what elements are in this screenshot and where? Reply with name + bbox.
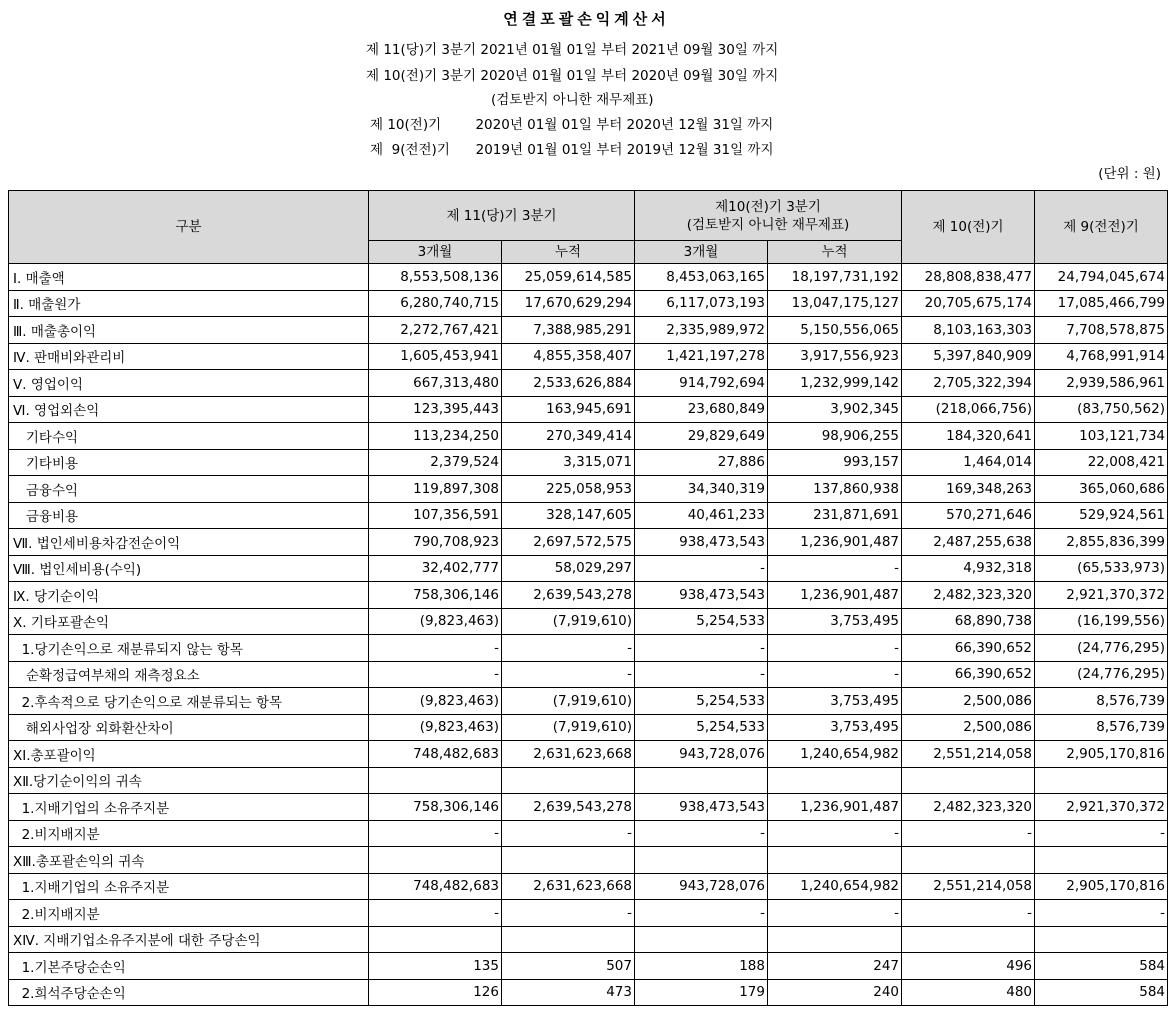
- row-label: ⅩⅢ.총포괄손익의 귀속: [9, 847, 369, 874]
- row-value: 2,631,623,668: [502, 741, 635, 768]
- row-value: 1,236,901,487: [768, 529, 902, 556]
- row-value: 24,794,045,674: [1035, 264, 1168, 291]
- row-value: 938,473,543: [635, 582, 768, 609]
- row-value: 123,395,443: [369, 396, 502, 423]
- row-value: 8,576,739: [1035, 688, 1168, 715]
- row-value: -: [768, 820, 902, 847]
- header-prior-q3-line1: 제10(전)기 3분기: [715, 198, 821, 215]
- period-line-prior-year: 제 10(전)기 2020년 01월 01일 부터 2020년 12월 31일 까지: [370, 117, 774, 133]
- row-label: 2.후속적으로 당기손익으로 재분류되는 항목: [9, 688, 369, 715]
- row-value: 40,461,233: [635, 502, 768, 529]
- row-value: 98,906,255: [768, 423, 902, 450]
- row-label: Ⅹ. 기타포괄손익: [9, 608, 369, 635]
- row-value: 3,753,495: [768, 688, 902, 715]
- row-label: Ⅴ. 영업이익: [9, 370, 369, 397]
- row-value: -: [635, 635, 768, 662]
- row-label: 기타수익: [9, 423, 369, 450]
- row-value: (65,533,973): [1035, 555, 1168, 582]
- row-value: 7,708,578,875: [1035, 317, 1168, 344]
- row-value: -: [369, 900, 502, 927]
- row-value: 1,236,901,487: [768, 794, 902, 821]
- row-value: 2,639,543,278: [502, 582, 635, 609]
- row-value: 1,240,654,982: [768, 741, 902, 768]
- row-value: 179: [635, 979, 768, 1006]
- row-label: 1.기본주당순손익: [9, 953, 369, 980]
- row-value: 119,897,308: [369, 476, 502, 503]
- row-value: [369, 847, 502, 874]
- table-body: [9, 264, 1168, 1006]
- row-value: 3,902,345: [768, 396, 902, 423]
- row-label: ⅩⅣ. 지배기업소유주지분에 대한 주당손익: [9, 926, 369, 953]
- row-value: 4,768,991,914: [1035, 343, 1168, 370]
- row-value: 2,482,323,320: [902, 794, 1035, 821]
- row-value: (7,919,610): [502, 688, 635, 715]
- row-label: Ⅶ. 법인세비용차감전순이익: [9, 529, 369, 556]
- row-value: 3,315,071: [502, 449, 635, 476]
- table-row: [9, 820, 1168, 847]
- row-value: 2,551,214,058: [902, 741, 1035, 768]
- row-value: 29,829,649: [635, 423, 768, 450]
- table-row: [9, 396, 1168, 423]
- row-value: 3,753,495: [768, 714, 902, 741]
- row-value: 32,402,777: [369, 555, 502, 582]
- row-value: 758,306,146: [369, 582, 502, 609]
- header-prior-q3-line2: (검토받지 아니한 재무제표): [686, 216, 850, 233]
- row-value: -: [768, 555, 902, 582]
- table-row: [9, 317, 1168, 344]
- row-value: -: [902, 900, 1035, 927]
- period-line-prior-q3: 제 10(전)기 3분기 2020년 01월 01일 부터 2020년 09월 30일 까지: [366, 68, 779, 84]
- row-value: (16,199,556): [1035, 608, 1168, 635]
- row-value: -: [902, 820, 1035, 847]
- row-value: [1035, 847, 1168, 874]
- table-row: [9, 529, 1168, 556]
- row-label: 1.지배기업의 소유주지분: [9, 873, 369, 900]
- row-value: (83,750,562): [1035, 396, 1168, 423]
- row-value: 3,753,495: [768, 608, 902, 635]
- row-value: 2,500,086: [902, 688, 1035, 715]
- row-value: 2,921,370,372: [1035, 582, 1168, 609]
- table-row: [9, 502, 1168, 529]
- row-value: 5,254,533: [635, 608, 768, 635]
- row-value: 4,855,358,407: [502, 343, 635, 370]
- row-value: 20,705,675,174: [902, 290, 1035, 317]
- row-value: 184,320,641: [902, 423, 1035, 450]
- row-value: 1,605,453,941: [369, 343, 502, 370]
- header-prior-3m: 3개월: [635, 241, 768, 264]
- row-value: 3,917,556,923: [768, 343, 902, 370]
- row-value: 2,631,623,668: [502, 873, 635, 900]
- row-label: Ⅸ. 당기순이익: [9, 582, 369, 609]
- row-value: 748,482,683: [369, 741, 502, 768]
- row-value: 4,932,318: [902, 555, 1035, 582]
- row-value: 943,728,076: [635, 741, 768, 768]
- row-label: 2.비지배지분: [9, 900, 369, 927]
- row-value: 2,639,543,278: [502, 794, 635, 821]
- header-current-q3: 제 11(당)기 3분기: [369, 191, 635, 241]
- row-label: Ⅷ. 법인세비용(수익): [9, 555, 369, 582]
- row-value: 8,103,163,303: [902, 317, 1035, 344]
- row-value: 2,855,836,399: [1035, 529, 1168, 556]
- row-label: Ⅲ. 매출총이익: [9, 317, 369, 344]
- row-value: 2,905,170,816: [1035, 873, 1168, 900]
- row-value: [502, 767, 635, 794]
- row-value: 126: [369, 979, 502, 1006]
- row-value: (9,823,463): [369, 608, 502, 635]
- row-value: 23,680,849: [635, 396, 768, 423]
- row-value: -: [1035, 820, 1168, 847]
- row-value: 5,150,556,065: [768, 317, 902, 344]
- row-value: 993,157: [768, 449, 902, 476]
- row-value: [369, 926, 502, 953]
- row-value: 2,705,322,394: [902, 370, 1035, 397]
- row-value: -: [502, 820, 635, 847]
- row-value: 8,553,508,136: [369, 264, 502, 291]
- table-row: [9, 847, 1168, 874]
- row-label: 기타비용: [9, 449, 369, 476]
- review-note: (검토받지 아니한 재무제표): [491, 92, 654, 108]
- row-label: 금융비용: [9, 502, 369, 529]
- table-row: [9, 264, 1168, 291]
- row-label: 1.당기손익으로 재분류되지 않는 항목: [9, 635, 369, 662]
- row-value: -: [635, 820, 768, 847]
- row-value: 113,234,250: [369, 423, 502, 450]
- row-value: 1,236,901,487: [768, 582, 902, 609]
- row-value: 2,905,170,816: [1035, 741, 1168, 768]
- row-value: 2,272,767,421: [369, 317, 502, 344]
- row-value: 584: [1035, 979, 1168, 1006]
- row-value: 529,924,561: [1035, 502, 1168, 529]
- table-row: [9, 555, 1168, 582]
- row-value: (9,823,463): [369, 714, 502, 741]
- row-label: Ⅰ. 매출액: [9, 264, 369, 291]
- row-value: 758,306,146: [369, 794, 502, 821]
- row-value: 328,147,605: [502, 502, 635, 529]
- row-value: -: [635, 900, 768, 927]
- row-value: 107,356,591: [369, 502, 502, 529]
- row-value: 231,871,691: [768, 502, 902, 529]
- header-current-3m: 3개월: [369, 241, 502, 264]
- row-value: [768, 767, 902, 794]
- row-value: (24,776,295): [1035, 635, 1168, 662]
- row-value: [635, 767, 768, 794]
- row-value: 247: [768, 953, 902, 980]
- table-row: [9, 873, 1168, 900]
- row-value: 1,240,654,982: [768, 873, 902, 900]
- row-value: [635, 847, 768, 874]
- row-label: 2.희석주당순손익: [9, 979, 369, 1006]
- row-value: 7,388,985,291: [502, 317, 635, 344]
- row-value: 5,254,533: [635, 688, 768, 715]
- row-label: Ⅱ. 매출원가: [9, 290, 369, 317]
- row-value: (24,776,295): [1035, 661, 1168, 688]
- row-value: 570,271,646: [902, 502, 1035, 529]
- row-value: 6,117,073,193: [635, 290, 768, 317]
- header-prior-q3: [635, 191, 902, 241]
- row-value: [635, 926, 768, 953]
- row-value: 34,340,319: [635, 476, 768, 503]
- row-label: 금융수익: [9, 476, 369, 503]
- row-value: 5,397,840,909: [902, 343, 1035, 370]
- row-value: 1,464,014: [902, 449, 1035, 476]
- row-value: 480: [902, 979, 1035, 1006]
- row-value: 25,059,614,585: [502, 264, 635, 291]
- row-value: [768, 926, 902, 953]
- row-value: 584: [1035, 953, 1168, 980]
- row-value: [369, 767, 502, 794]
- row-value: 2,500,086: [902, 714, 1035, 741]
- row-value: -: [635, 555, 768, 582]
- row-value: -: [768, 661, 902, 688]
- row-value: -: [502, 900, 635, 927]
- unit-label: (단위 : 원): [1098, 166, 1161, 182]
- table-row: [9, 423, 1168, 450]
- period-line-prior2-year: 제 9(전전)기 2019년 01월 01일 부터 2019년 12월 31일 까지: [370, 142, 774, 158]
- row-label: Ⅳ. 판매비와관리비: [9, 343, 369, 370]
- row-value: 938,473,543: [635, 794, 768, 821]
- row-value: 103,121,734: [1035, 423, 1168, 450]
- row-value: 188: [635, 953, 768, 980]
- header-prior2-year: 제 9(전전)기: [1035, 191, 1168, 264]
- row-value: 28,808,838,477: [902, 264, 1035, 291]
- row-value: 18,197,731,192: [768, 264, 902, 291]
- row-value: 135: [369, 953, 502, 980]
- row-value: -: [768, 900, 902, 927]
- row-value: -: [369, 635, 502, 662]
- row-value: 66,390,652: [902, 635, 1035, 662]
- statement-title: 연결포괄손익계산서: [503, 10, 670, 28]
- table-row: [9, 979, 1168, 1006]
- row-value: 8,576,739: [1035, 714, 1168, 741]
- table-row: [9, 661, 1168, 688]
- row-value: (218,066,756): [902, 396, 1035, 423]
- table-row: [9, 794, 1168, 821]
- row-value: [768, 847, 902, 874]
- row-value: 137,860,938: [768, 476, 902, 503]
- row-value: [902, 926, 1035, 953]
- row-value: 225,058,953: [502, 476, 635, 503]
- table-row: [9, 635, 1168, 662]
- header-category: 구분: [9, 191, 369, 264]
- row-value: -: [369, 661, 502, 688]
- row-value: 58,029,297: [502, 555, 635, 582]
- row-value: -: [502, 635, 635, 662]
- row-value: 1,421,197,278: [635, 343, 768, 370]
- row-value: 8,453,063,165: [635, 264, 768, 291]
- row-value: (9,823,463): [369, 688, 502, 715]
- row-value: [1035, 926, 1168, 953]
- row-value: 748,482,683: [369, 873, 502, 900]
- row-label: 해외사업장 외화환산차이: [9, 714, 369, 741]
- row-value: 507: [502, 953, 635, 980]
- row-value: 473: [502, 979, 635, 1006]
- row-value: 13,047,175,127: [768, 290, 902, 317]
- table-row: [9, 290, 1168, 317]
- table-row: [9, 449, 1168, 476]
- row-value: 2,921,370,372: [1035, 794, 1168, 821]
- row-value: 169,348,263: [902, 476, 1035, 503]
- header-current-cum: 누적: [502, 241, 635, 264]
- row-value: -: [1035, 900, 1168, 927]
- row-value: 943,728,076: [635, 873, 768, 900]
- row-value: 17,085,466,799: [1035, 290, 1168, 317]
- row-value: 270,349,414: [502, 423, 635, 450]
- table-row: [9, 343, 1168, 370]
- period-line-current: 제 11(당)기 3분기 2021년 01월 01일 부터 2021년 09월 30일 까지: [366, 42, 779, 58]
- row-label: ⅩⅡ.당기순이익의 귀속: [9, 767, 369, 794]
- row-value: 6,280,740,715: [369, 290, 502, 317]
- row-value: 2,487,255,638: [902, 529, 1035, 556]
- row-value: 2,697,572,575: [502, 529, 635, 556]
- header-prior-cum: 누적: [768, 241, 902, 264]
- row-value: 66,390,652: [902, 661, 1035, 688]
- row-value: 2,335,989,972: [635, 317, 768, 344]
- row-label: 2.비지배지분: [9, 820, 369, 847]
- table-row: [9, 953, 1168, 980]
- row-value: (7,919,610): [502, 608, 635, 635]
- table-row: [9, 926, 1168, 953]
- row-value: 365,060,686: [1035, 476, 1168, 503]
- table-row: [9, 370, 1168, 397]
- row-value: 17,670,629,294: [502, 290, 635, 317]
- table-row: [9, 476, 1168, 503]
- row-value: [1035, 767, 1168, 794]
- table-row: [9, 688, 1168, 715]
- row-value: [502, 847, 635, 874]
- row-value: 163,945,691: [502, 396, 635, 423]
- income-statement-table: [8, 190, 1168, 1006]
- row-value: 68,890,738: [902, 608, 1035, 635]
- table-row: [9, 900, 1168, 927]
- row-value: 2,533,626,884: [502, 370, 635, 397]
- row-value: -: [369, 820, 502, 847]
- row-value: [902, 767, 1035, 794]
- row-value: 667,313,480: [369, 370, 502, 397]
- row-value: 240: [768, 979, 902, 1006]
- row-label: Ⅵ. 영업외손익: [9, 396, 369, 423]
- row-value: 2,551,214,058: [902, 873, 1035, 900]
- row-value: 27,886: [635, 449, 768, 476]
- row-value: 496: [902, 953, 1035, 980]
- table-row: [9, 714, 1168, 741]
- table-row: [9, 582, 1168, 609]
- row-label: 1.지배기업의 소유주지분: [9, 794, 369, 821]
- row-value: (7,919,610): [502, 714, 635, 741]
- table-row: [9, 741, 1168, 768]
- row-value: 1,232,999,142: [768, 370, 902, 397]
- row-value: -: [768, 635, 902, 662]
- row-value: 2,482,323,320: [902, 582, 1035, 609]
- table-row: [9, 767, 1168, 794]
- row-value: [902, 847, 1035, 874]
- header-prior-year: 제 10(전)기: [902, 191, 1035, 264]
- row-value: -: [502, 661, 635, 688]
- row-value: 2,379,524: [369, 449, 502, 476]
- row-label: ⅩⅠ.총포괄이익: [9, 741, 369, 768]
- row-value: 938,473,543: [635, 529, 768, 556]
- row-value: 22,008,421: [1035, 449, 1168, 476]
- row-value: 914,792,694: [635, 370, 768, 397]
- row-value: 5,254,533: [635, 714, 768, 741]
- row-label: 순확정급여부채의 재측정요소: [9, 661, 369, 688]
- row-value: [502, 926, 635, 953]
- row-value: 2,939,586,961: [1035, 370, 1168, 397]
- table-row: [9, 608, 1168, 635]
- row-value: -: [635, 661, 768, 688]
- row-value: 790,708,923: [369, 529, 502, 556]
